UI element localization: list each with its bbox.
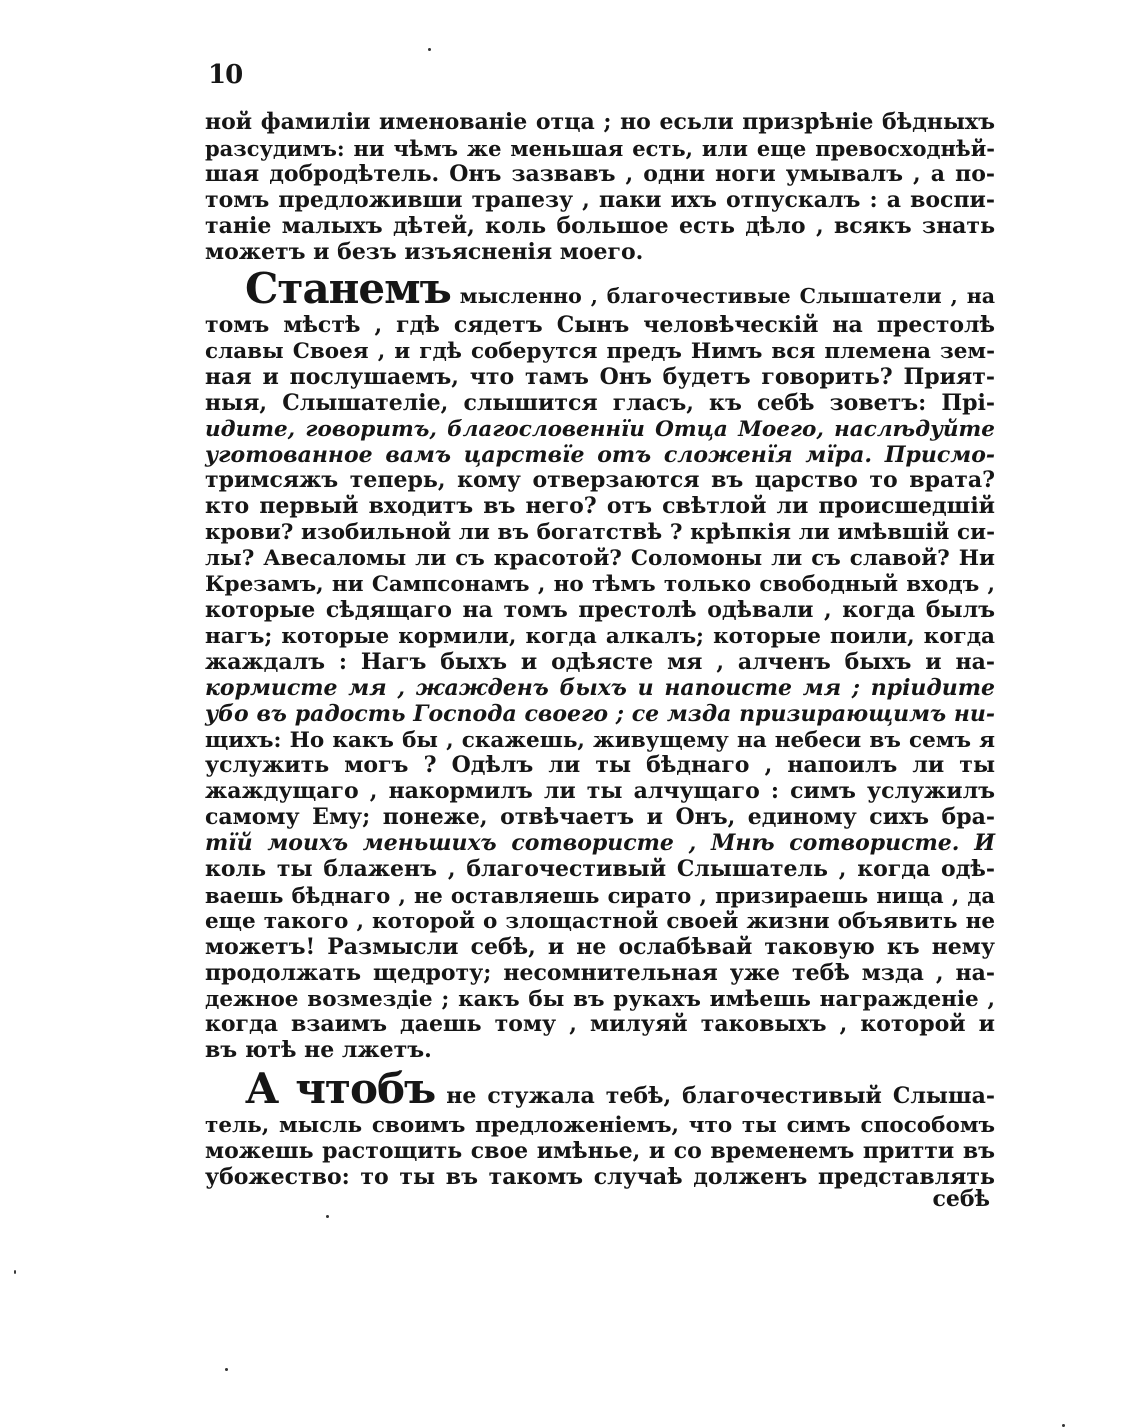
text-line: таніе малыхъ дѣтей, коль большое есть дѣло , всякъ знать bbox=[205, 212, 995, 239]
text-line: Крезамъ, ни Сампсонамъ , но тѣмъ только свободный входъ , bbox=[205, 572, 995, 598]
scan-speck bbox=[225, 1368, 228, 1371]
scan-speck bbox=[428, 48, 431, 51]
text-line-rest: мысленно , благочестивые Слышатели , на bbox=[459, 284, 995, 308]
paragraph-lead-word: Станемъ bbox=[245, 264, 451, 313]
text-line: убожество: то ты въ такомъ случаѣ долженъ представлять bbox=[205, 1163, 995, 1190]
text-line: ныя, Слышателіе, слышится гласъ, къ себѣ зоветъ: Прі- bbox=[205, 389, 995, 416]
text-line: уготованное вамъ царствїе отъ сложенїя мїра. Присмо- bbox=[205, 441, 995, 468]
text-line: ная и послушаемъ, что тамъ Онъ будетъ говорить? Прият- bbox=[205, 363, 995, 390]
text-line: дежное возмездіе ; какъ бы въ рукахъ имѣешь награжденіе , bbox=[205, 986, 995, 1012]
paragraph-1 bbox=[205, 110, 995, 265]
text-line: ной фамиліи именованіе отца ; но есьли призрѣніе бѣдныхъ bbox=[205, 109, 995, 135]
text-line: можетъ! Размысли себѣ, и не ослабѣвай таковую къ нему bbox=[205, 933, 995, 960]
text-line: нагъ; которые кормили, когда алкалъ; которые поили, когда bbox=[205, 623, 995, 649]
page-number: 10 bbox=[208, 60, 243, 90]
text-line: кормисте мя , жажденъ быхъ и напоисте мя ; пріидите bbox=[205, 674, 995, 701]
text-line: можетъ и безъ изъясненія моего. bbox=[205, 238, 644, 265]
text-line: въ ютѣ не лжетъ. bbox=[205, 1037, 432, 1064]
text-line: славы Своея , и гдѣ соберутся предъ Нимъ вся племена зем- bbox=[205, 338, 995, 364]
text-line: жаждущаго , накормилъ ли ты алчущаго : симъ услужилъ bbox=[205, 778, 995, 805]
text-line: кто первый входитъ въ него? отъ свѣтлой ли происшедшій bbox=[205, 493, 995, 520]
paragraph-lead-word: А чтобъ bbox=[245, 1064, 436, 1113]
text-line: продолжать щедроту; несомнительная уже тебѣ мзда , на- bbox=[205, 959, 995, 986]
text-line: жаждалъ : Нагъ быхъ и одѣясте мя , алченъ быхъ и на- bbox=[205, 648, 995, 675]
text-line: самому Ему; понеже, отвѣчаетъ и Онъ, единому сихъ бра- bbox=[205, 804, 995, 831]
text-line: убо въ радость Господа своего ; се мзда призирающимъ ни- bbox=[205, 700, 995, 727]
text-line: тїй моихъ меньшихъ сотвористе , Мнѣ сотвористе. И bbox=[205, 830, 995, 857]
text-line bbox=[205, 1064, 995, 1113]
text-line: крови? изобильной ли въ богатствѣ ? крѣпкія ли имѣвшій си- bbox=[205, 520, 995, 546]
scan-speck bbox=[326, 1215, 329, 1218]
catchword: себѣ bbox=[932, 1186, 990, 1212]
text-line: щихъ: Но какъ бы , скажешь, живущему на небеси въ семъ я bbox=[205, 727, 995, 753]
text-line bbox=[205, 264, 995, 313]
text-line: разсудимъ: ни чѣмъ же меньшая есть, или еще превосходнѣй- bbox=[205, 135, 995, 161]
text-line: лы? Авесаломы ли съ красотой? Соломоны ли съ славой? Ни bbox=[205, 546, 995, 572]
paragraph-3 bbox=[205, 1064, 995, 1191]
text-line: тель, мысль своимъ предложеніемъ, что ты симъ способомъ bbox=[205, 1113, 995, 1138]
text-line: коль ты блаженъ , благочестивый Слышатель , когда одѣ- bbox=[205, 856, 995, 883]
scan-speck bbox=[14, 1270, 16, 1274]
text-line: когда взаимъ даешь тому , милуяй таковыхъ , которой и bbox=[205, 1011, 995, 1038]
text-line: еще такого , которой о злощастной своей жизни объявить не bbox=[205, 908, 995, 934]
paragraph-2 bbox=[205, 264, 995, 1064]
text-line: томъ мѣстѣ , гдѣ сядетъ Сынъ человѣческій на престолѣ bbox=[205, 312, 995, 338]
text-line: томъ предложивши трапезу , паки ихъ отпускалъ : а воспи- bbox=[205, 186, 995, 213]
text-line: которые сѣдящаго на томъ престолѣ одѣвали , когда былъ bbox=[205, 596, 995, 623]
text-line: можешь растощить свое имѣнье, и со временемъ притти въ bbox=[205, 1137, 995, 1164]
text-line: шая добродѣтель. Онъ зазвавъ , одни ноги умывалъ , а по- bbox=[205, 160, 995, 187]
text-line: ваешь бѣднаго , не оставляешь сирато , призираешь нища , да bbox=[205, 882, 995, 908]
text-line: идите, говоритъ, благословеннїи Отца Моего, наслѣдуйте bbox=[205, 416, 995, 442]
text-line: тримсяжъ теперь, кому отверзаются въ царство то врата? bbox=[205, 467, 995, 494]
text-line-rest: не стужала тебѣ, благочестивый Слыша- bbox=[446, 1083, 995, 1109]
text-line: услужить могъ ? Одѣлъ ли ты бѣднаго , напоилъ ли ты bbox=[205, 752, 995, 779]
